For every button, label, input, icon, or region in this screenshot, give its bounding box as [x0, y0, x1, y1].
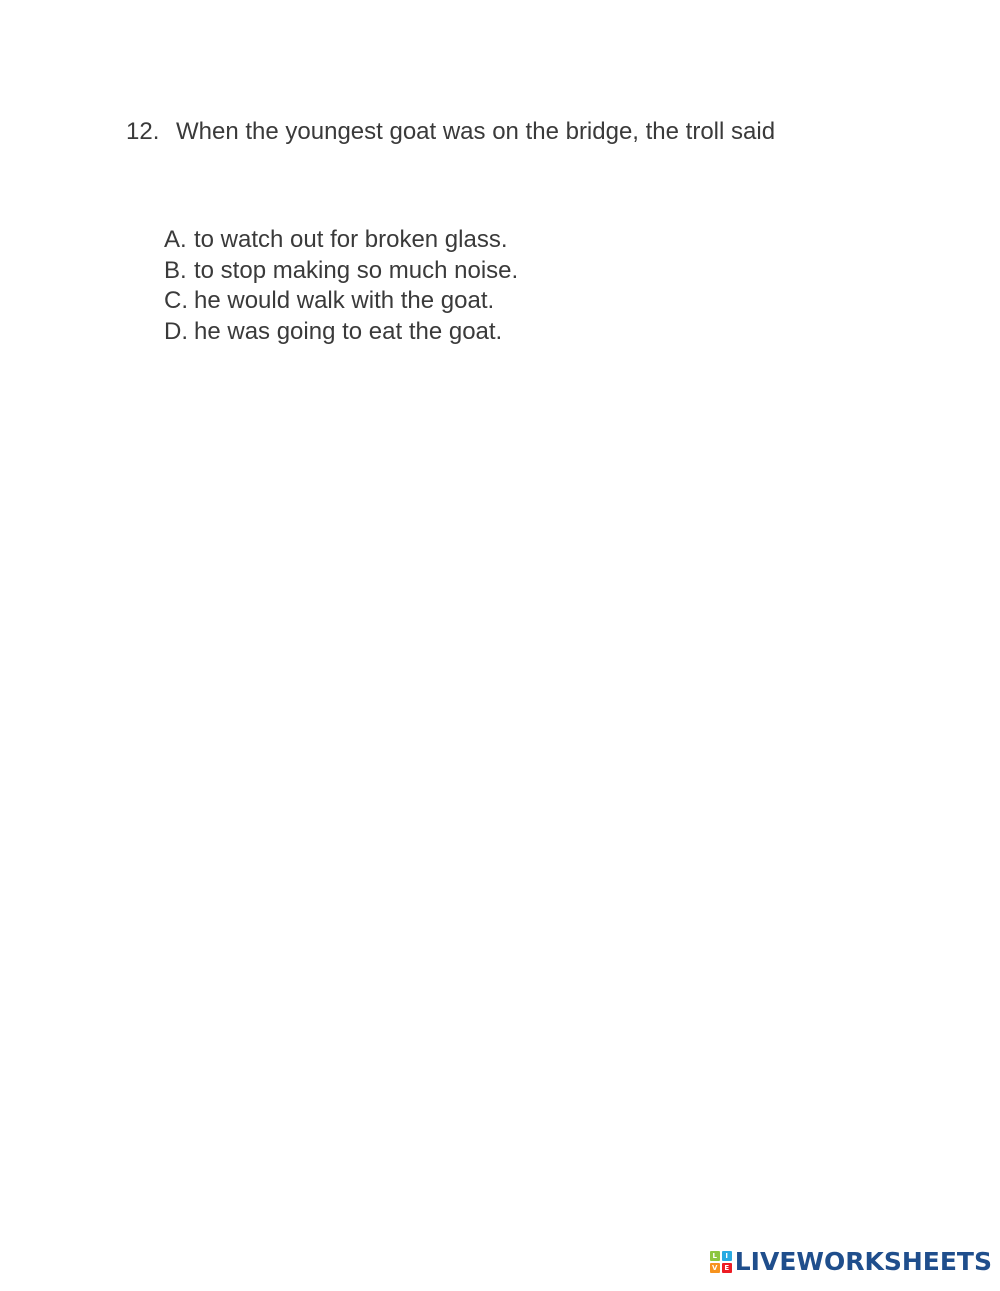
- logo-blocks-icon: [710, 1251, 732, 1273]
- question-12: [126, 117, 775, 147]
- option-text: he was going to eat the goat.: [194, 317, 503, 345]
- option-text: he would walk with the goat.: [194, 287, 495, 314]
- logo-block-v: V: [710, 1263, 720, 1273]
- logo-block-i: I: [722, 1251, 732, 1261]
- question-number: 12.: [126, 118, 160, 145]
- option-text: to stop making so much noise.: [194, 256, 519, 284]
- option-a[interactable]: [164, 225, 518, 256]
- option-letter: D.: [164, 317, 188, 345]
- option-c[interactable]: [164, 286, 518, 317]
- liveworksheets-logo: [710, 1247, 992, 1277]
- brand-name: LIVEWORKSHEETS: [734, 1247, 992, 1276]
- option-letter: B.: [164, 256, 187, 284]
- option-letter: A.: [164, 226, 187, 253]
- answer-options: [164, 225, 518, 347]
- option-d[interactable]: [164, 317, 518, 348]
- logo-block-l: L: [710, 1251, 720, 1261]
- option-b[interactable]: [164, 256, 518, 287]
- option-letter: C.: [164, 287, 188, 314]
- logo-block-e: E: [722, 1263, 732, 1273]
- option-text: to watch out for broken glass.: [194, 226, 508, 253]
- question-text: When the youngest goat was on the bridge, the troll said: [176, 118, 776, 145]
